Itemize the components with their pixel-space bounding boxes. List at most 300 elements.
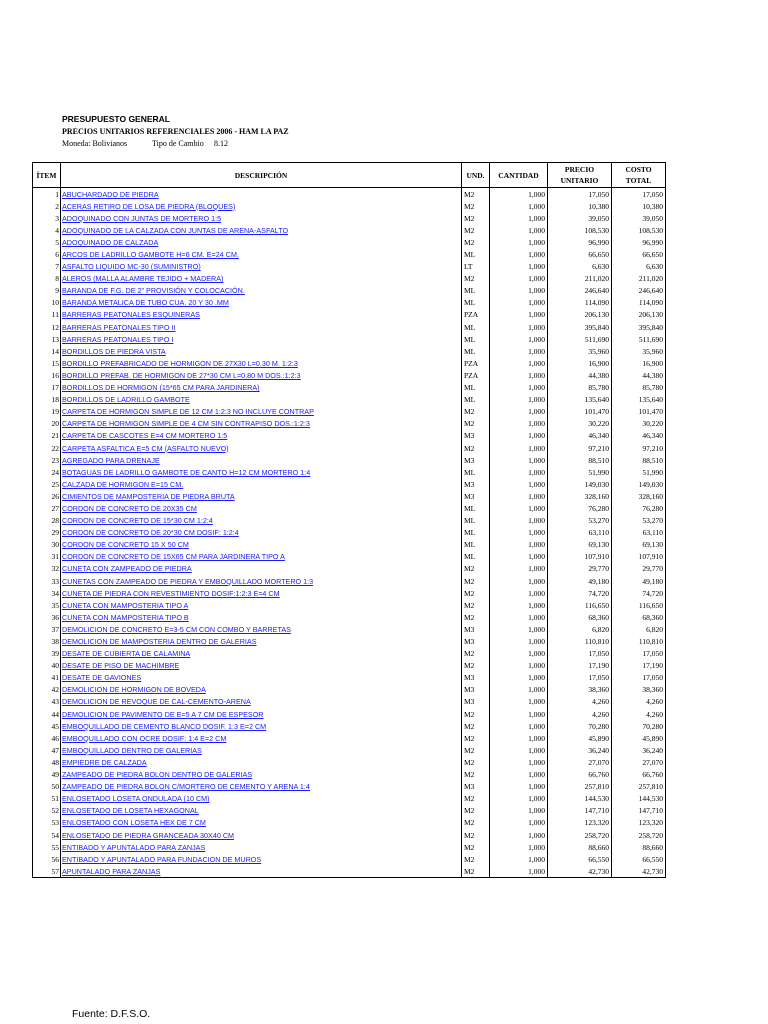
- row-unit-price: 511,690: [548, 333, 612, 345]
- row-unit-price: 206,130: [548, 309, 612, 321]
- row-item-number: 40: [33, 660, 61, 672]
- row-quantity: 1,000: [490, 805, 548, 817]
- row-quantity: 1,000: [490, 502, 548, 514]
- table-row: [33, 708, 666, 720]
- table-row: [33, 490, 666, 502]
- row-description-link[interactable]: ZAMPEADO DE PIEDRA BOLON DENTRO DE GALERIAS: [61, 769, 462, 781]
- row-description-link[interactable]: ENTIBADO Y APUNTALADO PARA ZANJAS: [61, 841, 462, 853]
- row-description-link[interactable]: CARPETA DE CASCOTES E=4 CM MORTERO 1:5: [61, 430, 462, 442]
- table-row: [33, 406, 666, 418]
- row-total-cost: 246,640: [612, 285, 666, 297]
- row-item-number: 21: [33, 430, 61, 442]
- table-row: [33, 430, 666, 442]
- price-table: [32, 162, 666, 878]
- table-row: [33, 333, 666, 345]
- row-item-number: 26: [33, 490, 61, 502]
- row-unit-price: 211,020: [548, 273, 612, 285]
- row-unit: M3: [462, 478, 490, 490]
- row-quantity: 1,000: [490, 708, 548, 720]
- row-description-link[interactable]: BARRERAS PEATONALES TIPO II: [61, 321, 462, 333]
- row-item-number: 28: [33, 515, 61, 527]
- row-description-link[interactable]: BOTAGUAS DE LADRILLO GAMBOTE DE CANTO H=12 CM MORTERO 1:4: [61, 466, 462, 478]
- row-unit-price: 27,070: [548, 756, 612, 768]
- column-header-total-cost: COSTO TOTAL: [612, 163, 666, 188]
- exchange-rate-value: 8.12: [214, 139, 228, 148]
- row-total-cost: 27,070: [612, 756, 666, 768]
- row-unit: ML: [462, 248, 490, 260]
- row-unit-price: 123,320: [548, 817, 612, 829]
- table-row: [33, 623, 666, 635]
- row-item-number: 37: [33, 623, 61, 635]
- row-unit-price: 4,260: [548, 708, 612, 720]
- row-unit: ML: [462, 321, 490, 333]
- row-unit: M2: [462, 841, 490, 853]
- row-unit: M2: [462, 805, 490, 817]
- table-row: [33, 563, 666, 575]
- table-row: [33, 769, 666, 781]
- row-item-number: 33: [33, 575, 61, 587]
- row-unit-price: 68,360: [548, 611, 612, 623]
- row-quantity: 1,000: [490, 200, 548, 212]
- row-description-link[interactable]: ENLOSETADO DE LOSETA HEXAGONAL: [61, 805, 462, 817]
- row-quantity: 1,000: [490, 853, 548, 865]
- table-row: [33, 478, 666, 490]
- row-item-number: 13: [33, 333, 61, 345]
- row-description-link[interactable]: ARCOS DE LADRILLO GAMBOTE H=6 CM. E=24 CM.: [61, 248, 462, 260]
- row-unit-price: 66,550: [548, 853, 612, 865]
- row-description-link[interactable]: ADOQUINADO DE LA CALZADA CON JUNTAS DE ARENA-ASFALTO: [61, 224, 462, 236]
- row-unit-price: 39,050: [548, 212, 612, 224]
- row-unit: M2: [462, 708, 490, 720]
- table-row: [33, 599, 666, 611]
- row-unit-price: 257,810: [548, 781, 612, 793]
- table-row: [33, 394, 666, 406]
- table-row: [33, 515, 666, 527]
- row-quantity: 1,000: [490, 394, 548, 406]
- row-quantity: 1,000: [490, 672, 548, 684]
- row-unit-price: 63,110: [548, 527, 612, 539]
- row-total-cost: 211,020: [612, 273, 666, 285]
- row-total-cost: 36,240: [612, 744, 666, 756]
- row-unit: ML: [462, 466, 490, 478]
- row-unit-price: 97,210: [548, 442, 612, 454]
- currency-line: [62, 139, 228, 148]
- row-description-link[interactable]: EMBOQUILLADO DE CEMENTO BLANCO DOSIF. 1:3 E=2 CM: [61, 720, 462, 732]
- row-unit: M2: [462, 756, 490, 768]
- row-description-link[interactable]: AGREGADO PARA DRENAJE: [61, 454, 462, 466]
- column-header-unit-price: PRECIO UNITARIO: [548, 163, 612, 188]
- row-unit-price: 135,640: [548, 394, 612, 406]
- row-total-cost: 114,090: [612, 297, 666, 309]
- row-item-number: 18: [33, 394, 61, 406]
- row-description-link[interactable]: DEMOLICION DE HORMIGON DE BOVEDA: [61, 684, 462, 696]
- row-item-number: 36: [33, 611, 61, 623]
- row-item-number: 46: [33, 732, 61, 744]
- row-description-link[interactable]: CARPETA ASFALTICA E=5 CM (ASFALTO NUEVO): [61, 442, 462, 454]
- table-row: [33, 357, 666, 369]
- document-subtitle: PRECIOS UNITARIOS REFERENCIALES 2006 - HAM LA PAZ: [62, 127, 289, 136]
- row-unit: M2: [462, 273, 490, 285]
- row-unit-price: 88,510: [548, 454, 612, 466]
- column-header-unit: UND.: [462, 163, 490, 188]
- row-unit: M2: [462, 418, 490, 430]
- row-quantity: 1,000: [490, 756, 548, 768]
- table-row: [33, 273, 666, 285]
- row-quantity: 1,000: [490, 660, 548, 672]
- table-row: [33, 188, 666, 201]
- row-total-cost: 63,110: [612, 527, 666, 539]
- row-unit-price: 4,260: [548, 696, 612, 708]
- row-unit: ML: [462, 502, 490, 514]
- row-unit: M2: [462, 599, 490, 611]
- row-unit-price: 246,640: [548, 285, 612, 297]
- table-row: [33, 672, 666, 684]
- row-total-cost: 39,050: [612, 212, 666, 224]
- table-row: [33, 527, 666, 539]
- row-item-number: 54: [33, 829, 61, 841]
- row-description-link[interactable]: ADOQUINADO DE CALZADA: [61, 236, 462, 248]
- row-description-link[interactable]: CARPETA DE HORMIGON SIMPLE DE 4 CM SIN CONTRAPISO DOS.:1:2:3: [61, 418, 462, 430]
- row-total-cost: 258,720: [612, 829, 666, 841]
- table-row: [33, 587, 666, 599]
- row-item-number: 25: [33, 478, 61, 490]
- row-unit-price: 110,810: [548, 635, 612, 647]
- row-description-link[interactable]: CORDON DE CONCRETO DE 15*30 CM 1:2:4: [61, 515, 462, 527]
- row-description-link[interactable]: BARANDA METALICA DE TUBO CUA. 20 Y 30 .MM: [61, 297, 462, 309]
- row-description-link[interactable]: CARPETA DE HORMIGON SIMPLE DE 12 CM 1:2:3 NO INCLUYE CONTRAP: [61, 406, 462, 418]
- row-description-link[interactable]: DEMOLICION DE MAMPOSTERIA DENTRO DE GALERIAS: [61, 635, 462, 647]
- row-description-link[interactable]: CALZADA DE HORMIGON E=15 CM.: [61, 478, 462, 490]
- row-total-cost: 17,050: [612, 648, 666, 660]
- row-total-cost: 395,840: [612, 321, 666, 333]
- row-unit: ML: [462, 539, 490, 551]
- row-quantity: 1,000: [490, 478, 548, 490]
- row-total-cost: 96,990: [612, 236, 666, 248]
- row-total-cost: 44,380: [612, 369, 666, 381]
- row-quantity: 1,000: [490, 466, 548, 478]
- row-unit: M2: [462, 587, 490, 599]
- row-description-link[interactable]: CUNETAS CON ZAMPEADO DE PIEDRA Y EMBOQUILLADO MORTERO 1:3: [61, 575, 462, 587]
- row-quantity: 1,000: [490, 188, 548, 201]
- row-unit: M2: [462, 865, 490, 878]
- row-item-number: 50: [33, 781, 61, 793]
- row-item-number: 24: [33, 466, 61, 478]
- row-quantity: 1,000: [490, 357, 548, 369]
- row-quantity: 1,000: [490, 490, 548, 502]
- row-unit: ML: [462, 333, 490, 345]
- row-unit-price: 149,030: [548, 478, 612, 490]
- row-unit: M2: [462, 575, 490, 587]
- row-item-number: 17: [33, 382, 61, 394]
- table-row: [33, 865, 666, 878]
- row-description-link[interactable]: BORDILLO PREFAB. DE HORMIGON DE 27*30 CM L=0.80 M DOS.:1:2:3: [61, 369, 462, 381]
- row-quantity: 1,000: [490, 224, 548, 236]
- table-row: [33, 309, 666, 321]
- table-row: [33, 345, 666, 357]
- row-unit-price: 101,470: [548, 406, 612, 418]
- row-unit-price: 96,990: [548, 236, 612, 248]
- row-total-cost: 10,380: [612, 200, 666, 212]
- row-unit: M2: [462, 853, 490, 865]
- row-item-number: 27: [33, 502, 61, 514]
- row-unit-price: 74,720: [548, 587, 612, 599]
- row-item-number: 22: [33, 442, 61, 454]
- row-item-number: 20: [33, 418, 61, 430]
- row-item-number: 3: [33, 212, 61, 224]
- row-quantity: 1,000: [490, 817, 548, 829]
- column-header-quantity: CANTIDAD: [490, 163, 548, 188]
- row-unit-price: 85,780: [548, 382, 612, 394]
- row-quantity: 1,000: [490, 865, 548, 878]
- row-unit-price: 17,050: [548, 648, 612, 660]
- row-unit-price: 69,130: [548, 539, 612, 551]
- currency-label: Moneda: Bolivianos: [62, 139, 128, 148]
- row-unit: M3: [462, 672, 490, 684]
- row-description-link[interactable]: CUNETA DE PIEDRA CON REVESTIMIENTO DOSIF:1:2:3 E=4 CM: [61, 587, 462, 599]
- row-item-number: 44: [33, 708, 61, 720]
- row-item-number: 6: [33, 248, 61, 260]
- row-unit-price: 17,050: [548, 672, 612, 684]
- row-unit-price: 66,760: [548, 769, 612, 781]
- row-item-number: 39: [33, 648, 61, 660]
- row-quantity: 1,000: [490, 345, 548, 357]
- row-total-cost: 17,050: [612, 672, 666, 684]
- row-description-link[interactable]: BORDILLOS DE HORMIGON (15*65 CM PARA JARDINERA): [61, 382, 462, 394]
- row-total-cost: 110,810: [612, 635, 666, 647]
- row-item-number: 2: [33, 200, 61, 212]
- row-unit: ML: [462, 382, 490, 394]
- row-description-link[interactable]: DESATE DE PISO DE MACHIMBRE: [61, 660, 462, 672]
- row-total-cost: 144,530: [612, 793, 666, 805]
- row-total-cost: 88,510: [612, 454, 666, 466]
- row-quantity: 1,000: [490, 829, 548, 841]
- row-unit-price: 16,900: [548, 357, 612, 369]
- row-quantity: 1,000: [490, 454, 548, 466]
- row-quantity: 1,000: [490, 551, 548, 563]
- row-description-link[interactable]: CUNETA CON ZAMPEADO DE PIEDRA: [61, 563, 462, 575]
- row-unit: M3: [462, 696, 490, 708]
- row-unit: M3: [462, 430, 490, 442]
- row-quantity: 1,000: [490, 781, 548, 793]
- row-item-number: 11: [33, 309, 61, 321]
- row-unit-price: 42,730: [548, 865, 612, 878]
- row-total-cost: 42,730: [612, 865, 666, 878]
- row-total-cost: 511,690: [612, 333, 666, 345]
- row-unit-price: 395,840: [548, 321, 612, 333]
- row-item-number: 9: [33, 285, 61, 297]
- row-description-link[interactable]: ABUCHARDADO DE PIEDRA: [61, 188, 462, 201]
- row-unit-price: 30,220: [548, 418, 612, 430]
- column-header-item: ÍTEM: [33, 163, 61, 188]
- row-unit: ML: [462, 285, 490, 297]
- row-item-number: 48: [33, 756, 61, 768]
- table-row: [33, 382, 666, 394]
- row-unit-price: 45,890: [548, 732, 612, 744]
- row-description-link[interactable]: CIMIENTOS DE MAMPOSTERIA DE PIEDRA BRUTA: [61, 490, 462, 502]
- row-total-cost: 97,210: [612, 442, 666, 454]
- document-title: PRESUPUESTO GENERAL: [62, 114, 171, 124]
- row-unit: M2: [462, 769, 490, 781]
- row-unit-price: 49,180: [548, 575, 612, 587]
- row-total-cost: 135,640: [612, 394, 666, 406]
- row-unit: M3: [462, 454, 490, 466]
- row-description-link[interactable]: BORDILLO PREFABRICADO DE HORMIGON DE 27X30 L=0.30 M. 1:2:3: [61, 357, 462, 369]
- row-unit-price: 107,910: [548, 551, 612, 563]
- row-item-number: 38: [33, 635, 61, 647]
- row-unit: M3: [462, 684, 490, 696]
- row-quantity: 1,000: [490, 382, 548, 394]
- row-description-link[interactable]: BARRERAS PEATONALES TIPO I: [61, 333, 462, 345]
- row-unit: M2: [462, 720, 490, 732]
- row-unit-price: 17,190: [548, 660, 612, 672]
- row-description-link[interactable]: ENLOSETADO DE PIEDRA GRANCEADA 30X40 CM: [61, 829, 462, 841]
- table-row: [33, 297, 666, 309]
- row-quantity: 1,000: [490, 261, 548, 273]
- table-row: [33, 369, 666, 381]
- row-total-cost: 107,910: [612, 551, 666, 563]
- row-unit: ML: [462, 394, 490, 406]
- row-item-number: 35: [33, 599, 61, 611]
- row-description-link[interactable]: EMBOQUILLADO CON OCRE DOSIF: 1:4 E=2 CM: [61, 732, 462, 744]
- row-unit: M2: [462, 817, 490, 829]
- table-row: [33, 454, 666, 466]
- row-description-link[interactable]: DEMOLICION DE CONCRETO E=3-5 CM CON COMBO Y BARRETAS: [61, 623, 462, 635]
- row-description-link[interactable]: BARANDA DE F.G. DE 2" PROVISIÓN Y COLOCACIÓN.: [61, 285, 462, 297]
- row-unit: M2: [462, 611, 490, 623]
- row-total-cost: 66,650: [612, 248, 666, 260]
- row-description-link[interactable]: DESATE DE GAVIONES: [61, 672, 462, 684]
- row-description-link[interactable]: DESATE DE CUBIERTA DE CALAMINA: [61, 648, 462, 660]
- row-unit-price: 328,160: [548, 490, 612, 502]
- row-total-cost: 116,650: [612, 599, 666, 611]
- table-row: [33, 321, 666, 333]
- row-description-link[interactable]: CORDON DE CONCRETO DE 20*30 CM DOSIF: 1:2:4: [61, 527, 462, 539]
- row-total-cost: 257,810: [612, 781, 666, 793]
- row-description-link[interactable]: EMPIEDRE DE CALZADA: [61, 756, 462, 768]
- row-total-cost: 328,160: [612, 490, 666, 502]
- table-row: [33, 781, 666, 793]
- row-quantity: 1,000: [490, 575, 548, 587]
- row-item-number: 29: [33, 527, 61, 539]
- row-description-link[interactable]: ALEROS (MALLA ALAMBRE TEJIDO + MADERA): [61, 273, 462, 285]
- row-description-link[interactable]: ENTIBADO Y APUNTALADO PARA FUNDACION DE MUROS: [61, 853, 462, 865]
- row-quantity: 1,000: [490, 599, 548, 611]
- row-total-cost: 101,470: [612, 406, 666, 418]
- row-quantity: 1,000: [490, 793, 548, 805]
- row-total-cost: 66,550: [612, 853, 666, 865]
- row-unit: M2: [462, 224, 490, 236]
- row-description-link[interactable]: ASFALTO LIQUIDO MC-30 (SUMINISTRO): [61, 261, 462, 273]
- row-description-link[interactable]: BORDILLOS DE LADRILLO GAMBOTE: [61, 394, 462, 406]
- row-description-link[interactable]: BORDILLOS DE PIEDRA VISTA: [61, 345, 462, 357]
- row-description-link[interactable]: DEMOLICION DE PAVIMENTO DE E=5 A 7 CM DE ESPESOR: [61, 708, 462, 720]
- table-row: [33, 212, 666, 224]
- row-total-cost: 49,180: [612, 575, 666, 587]
- row-description-link[interactable]: CUNETA CON MAMPOSTERIA TIPO B: [61, 611, 462, 623]
- row-item-number: 53: [33, 817, 61, 829]
- table-row: [33, 611, 666, 623]
- table-row: [33, 660, 666, 672]
- table-row: [33, 648, 666, 660]
- row-item-number: 1: [33, 188, 61, 201]
- row-total-cost: 45,890: [612, 732, 666, 744]
- row-description-link[interactable]: ADOQUINADO CON JUNTAS DE MORTERO 1:5: [61, 212, 462, 224]
- row-description-link[interactable]: CORDON DE CONCRETO DE 20X35 CM: [61, 502, 462, 514]
- row-description-link[interactable]: BARRERAS PEATONALES ESQUINERAS: [61, 309, 462, 321]
- table-row: [33, 200, 666, 212]
- row-total-cost: 17,050: [612, 188, 666, 201]
- row-quantity: 1,000: [490, 841, 548, 853]
- row-item-number: 23: [33, 454, 61, 466]
- row-unit-price: 36,240: [548, 744, 612, 756]
- row-item-number: 14: [33, 345, 61, 357]
- row-quantity: 1,000: [490, 648, 548, 660]
- row-total-cost: 70,280: [612, 720, 666, 732]
- row-total-cost: 88,660: [612, 841, 666, 853]
- table-row: [33, 841, 666, 853]
- row-quantity: 1,000: [490, 248, 548, 260]
- row-quantity: 1,000: [490, 515, 548, 527]
- row-item-number: 56: [33, 853, 61, 865]
- row-total-cost: 29,770: [612, 563, 666, 575]
- source-footer: Fuente: D.F.S.O.: [72, 1008, 151, 1020]
- row-total-cost: 35,960: [612, 345, 666, 357]
- row-quantity: 1,000: [490, 684, 548, 696]
- row-quantity: 1,000: [490, 406, 548, 418]
- row-unit: PZA: [462, 369, 490, 381]
- row-description-link[interactable]: ZAMPEADO DE PIEDRA BOLON C/MORTERO DE CEMENTO Y ARENA 1:4: [61, 781, 462, 793]
- row-unit: M2: [462, 406, 490, 418]
- row-item-number: 10: [33, 297, 61, 309]
- row-total-cost: 30,220: [612, 418, 666, 430]
- row-description-link[interactable]: APUNTALADO PARA ZANJAS: [61, 865, 462, 878]
- row-description-link[interactable]: ENLOSETADO LOSETA ONDULADA (10 CM): [61, 793, 462, 805]
- row-unit-price: 46,340: [548, 430, 612, 442]
- row-total-cost: 76,280: [612, 502, 666, 514]
- row-item-number: 57: [33, 865, 61, 878]
- row-item-number: 43: [33, 696, 61, 708]
- row-description-link[interactable]: DEMOLICION DE REVOQUE DE CAL-CEMENTO-ARENA: [61, 696, 462, 708]
- row-unit-price: 17,050: [548, 188, 612, 201]
- row-unit-price: 258,720: [548, 829, 612, 841]
- row-quantity: 1,000: [490, 369, 548, 381]
- row-unit-price: 44,380: [548, 369, 612, 381]
- row-unit: M3: [462, 490, 490, 502]
- row-item-number: 32: [33, 563, 61, 575]
- row-description-link[interactable]: EMBOQUILLADO DENTRO DE GALERIAS: [61, 744, 462, 756]
- row-description-link[interactable]: ACERAS RETIRO DE LOSA DE PIEDRA (BLOQUES): [61, 200, 462, 212]
- row-description-link[interactable]: CORDON DE CONCRETO 15 X 50 CM: [61, 539, 462, 551]
- row-description-link[interactable]: CORDON DE CONCRETO DE 15X65 CM PARA JARDINERA TIPO A: [61, 551, 462, 563]
- row-item-number: 41: [33, 672, 61, 684]
- table-row: [33, 418, 666, 430]
- row-total-cost: 68,360: [612, 611, 666, 623]
- table-row: [33, 756, 666, 768]
- row-unit-price: 29,770: [548, 563, 612, 575]
- row-unit-price: 6,820: [548, 623, 612, 635]
- row-item-number: 45: [33, 720, 61, 732]
- row-quantity: 1,000: [490, 309, 548, 321]
- row-item-number: 52: [33, 805, 61, 817]
- table-row: [33, 236, 666, 248]
- row-unit-price: 51,990: [548, 466, 612, 478]
- row-item-number: 49: [33, 769, 61, 781]
- row-description-link[interactable]: CUNETA CON MAMPOSTERIA TIPO A: [61, 599, 462, 611]
- row-description-link[interactable]: ENLOSETADO CON LOSETA HEX DE 7 CM: [61, 817, 462, 829]
- row-unit: M2: [462, 563, 490, 575]
- row-total-cost: 69,130: [612, 539, 666, 551]
- row-item-number: 15: [33, 357, 61, 369]
